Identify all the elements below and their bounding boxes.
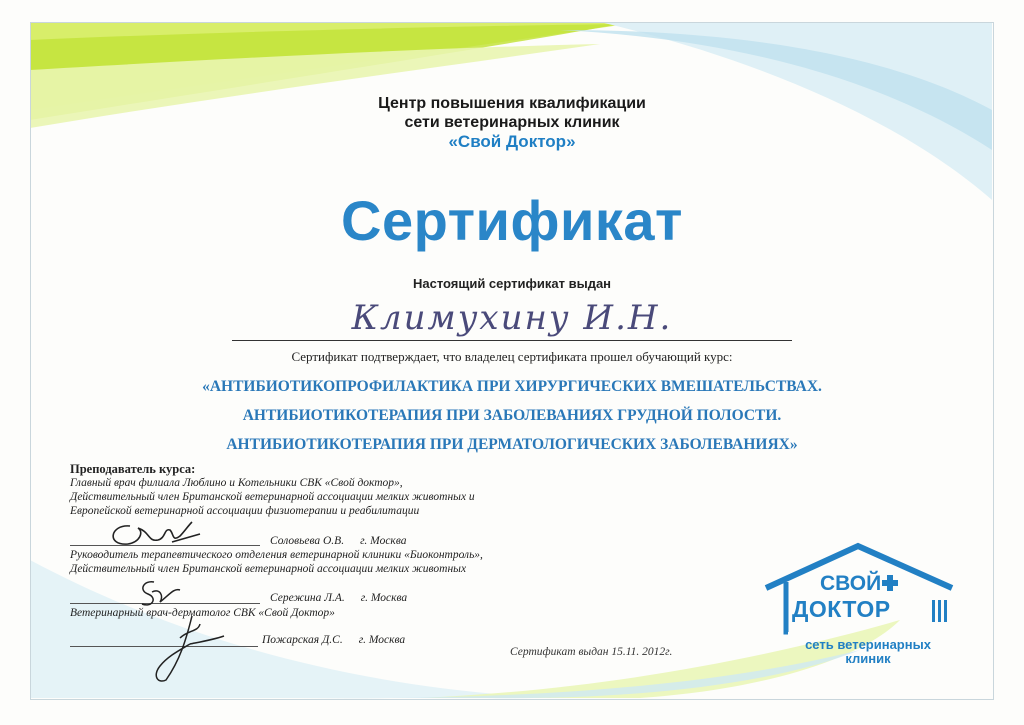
teacher-1-signature-caption (270, 535, 406, 547)
teacher-heading: Преподаватель курса: (70, 462, 196, 476)
recipient-name: Климухину И.Н. (351, 298, 673, 338)
teacher-1-name: Соловьева О.В. (270, 535, 345, 547)
organization-brand: «Свой Доктор» (448, 132, 576, 151)
course-line-2: АНТИБИОТИКОТЕРАПИЯ ПРИ ЗАБОЛЕВАНИЯХ ГРУДНОЙ ПОЛОСТИ. (242, 407, 782, 424)
teacher-2-name: Сережина Л.А. (270, 592, 345, 604)
certificate-title: Сертификат (341, 189, 683, 252)
course-line-1: «АНТИБИОТИКОПРОФИЛАКТИКА ПРИ ХИРУРГИЧЕСКИХ ВМЕШАТЕЛЬСТВАХ. (202, 378, 822, 395)
teachers-block (70, 462, 590, 518)
teacher-3-signature-image (140, 610, 230, 686)
issued-date: Сертификат выдан 15.11. 2012г. (510, 646, 673, 658)
teacher-3-signature-caption (262, 634, 405, 646)
teacher-1-signature-image (100, 512, 210, 552)
teacher-1-city: г. Москва (360, 535, 407, 547)
teacher-2-line-2: Действительный член Британской ветеринарной ассоциации мелких животных (70, 563, 467, 575)
organization-line-2: сети ветеринарных клиник (404, 114, 620, 131)
teacher-1-line-2: Действительный член Британской ветеринарной ассоциации мелких животных и (70, 491, 475, 503)
teacher-2-line-1: Руководитель терапевтического отделения ветеринарной клиники «Биоконтроль», (70, 549, 483, 561)
organization-line-1: Центр повышения квалификации (378, 95, 646, 112)
teacher-2-signature-caption (270, 592, 407, 604)
course-title (0, 372, 1024, 459)
teacher-1-line-1: Главный врач филиала Люблино и Котельники СВК «Свой доктор», (70, 477, 403, 489)
recipient-underline (232, 340, 792, 341)
teacher-2-city: г. Москва (360, 592, 408, 604)
organization-header (0, 94, 1024, 151)
logo-subtitle (776, 638, 960, 666)
teacher-3-city: г. Москва (358, 634, 406, 646)
logo-subtitle-line-2: клиник (845, 651, 891, 666)
logo-text-doktor: ДОКТОР (792, 596, 891, 622)
confirm-text: Сертификат подтверждает, что владелец сертификата прошел обучающий курс: (291, 349, 733, 364)
issued-to-label: Настоящий сертификат выдан (412, 276, 612, 291)
logo-subtitle-line-1: сеть ветеринарных (805, 637, 931, 652)
teacher-1-line-3: Европейской ветеринарной ассоциации физиотерапии и реабилитации (70, 505, 420, 517)
logo-text-svoy: СВОЙ (820, 572, 882, 595)
teacher-3-line-1: Ветеринарный врач-дерматолог СВК «Свой Доктор» (70, 607, 335, 619)
course-line-3: АНТИБИОТИКОТЕРАПИЯ ПРИ ДЕРМАТОЛОГИЧЕСКИХ ЗАБОЛЕВАНИЯХ» (226, 436, 798, 453)
brand-logo (758, 542, 958, 674)
teacher-2-block (70, 548, 590, 576)
teacher-3-name: Пожарская Д.С. (262, 634, 343, 646)
